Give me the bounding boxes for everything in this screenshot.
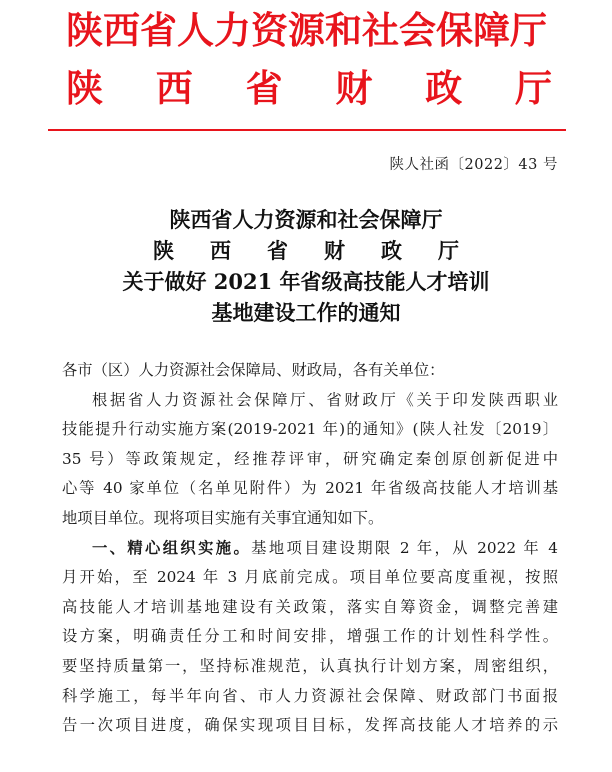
paragraph-line: 技能提升行动实施方案(2019-2021 年)的通知》(陕人社发〔2019〕 (62, 420, 558, 439)
issuing-org-finance-department (66, 66, 552, 112)
org-char: 西 (155, 67, 193, 110)
title-char: 陕 (153, 238, 174, 263)
paragraph-line: 心等 40 家单位（名单见附件）为 2021 年省级高技能人才培训基 (62, 479, 558, 498)
org-char: 陕 (66, 67, 103, 110)
paragraph-line: 设方案，明确责任分工和时间安排，增强工作的计划性科学性。 (62, 627, 558, 646)
paragraph-line: 根据省人力资源社会保障厅、省财政厅《关于印发陕西职业 (92, 390, 558, 409)
paragraph-line: 地项目单位。现将项目实施有关事宜通知如下。 (62, 508, 384, 527)
title-char: 财 (324, 238, 345, 263)
org-char: 财 (335, 67, 373, 110)
org-char: 厅 (514, 67, 552, 110)
paragraph-line: 35 号）等政策规定，经推荐评审，研究确定秦创原创新促进中 (62, 449, 558, 468)
section-1-first-line (62, 534, 558, 564)
issuing-org-hr-department: 陕西省人力资源和社会保障厅 (66, 9, 547, 52)
title-char: 省 (267, 238, 288, 263)
paragraph-line: 要坚持质量第一，坚持标准规范，认真执行计划方案，周密组织， (62, 656, 558, 675)
title-char: 西 (210, 238, 231, 263)
salutation: 各市（区）人力资源社会保障局、财政局，各有关单位： (62, 361, 445, 379)
title-line-1: 陕西省人力资源和社会保障厅 (169, 207, 443, 232)
paragraph-line: 高技能人才培训基地建设有关政策，落实自筹资金，调整完善建 (62, 597, 558, 616)
title-line-4: 基地建设工作的通知 (211, 300, 401, 325)
section-text: 基地项目建设期限 2 年，从 2022 年 4 (251, 538, 558, 557)
section-heading: 一、精心组织实施。 (92, 538, 252, 557)
document-number: 陕人社函〔2022〕43 号 (389, 157, 558, 173)
org-char: 省 (245, 67, 283, 110)
paragraph-line: 月开始，至 2024 年 3 月底前完成。项目单位要高度重视，按照 (62, 568, 558, 587)
red-header-divider (48, 129, 566, 131)
title-line-2 (0, 235, 612, 266)
title-line-3: 关于做好 2021 年省级高技能人才培训 (122, 269, 490, 294)
org-char: 政 (425, 67, 463, 110)
paragraph-line: 告一次项目进度，确保实现项目目标，发挥高技能人才培养的示 (62, 716, 558, 735)
title-char: 政 (381, 238, 402, 263)
document-body (62, 356, 558, 741)
title-char: 厅 (438, 238, 459, 263)
paragraph-line: 科学施工，每半年向省、市人力资源社会保障、财政部门书面报 (62, 686, 558, 705)
